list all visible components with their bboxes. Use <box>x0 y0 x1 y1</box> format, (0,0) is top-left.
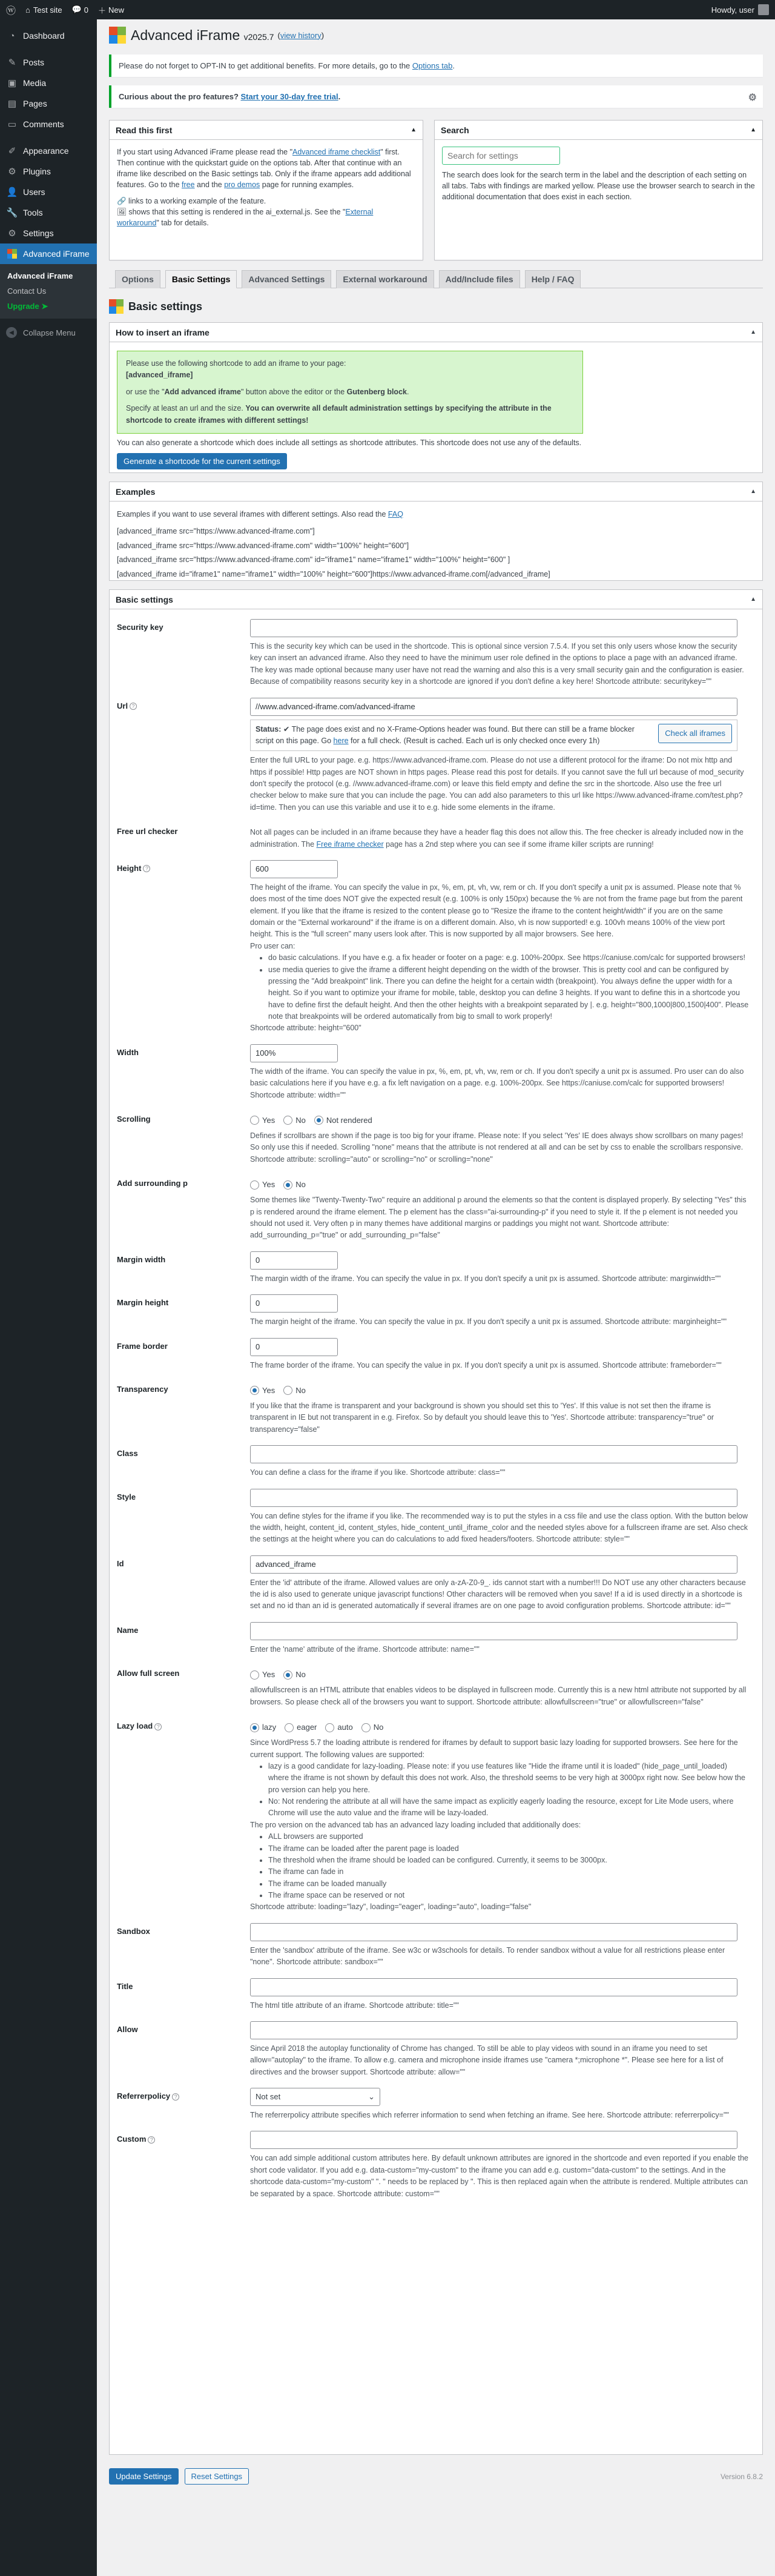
example-line: [advanced_iframe src="https://www.advanced-iframe.com" width="100%" height="600"] <box>117 541 409 550</box>
plugin-icon: ⚙ <box>8 167 16 177</box>
page-header <box>109 19 763 44</box>
list-item: • The iframe can be loaded manually <box>268 1878 749 1890</box>
help-icon[interactable]: ? <box>172 2093 179 2101</box>
setting-description: Enter the 'id' attribute of the iframe. Allowed values are only a-zA-Z0-9_. ids cannot start with a number!!! Do NOT use any other characters because the id is also used to generate unique javascript functions! Other characters will be removed when you save! If a id is used directly in a shortcode is set and no id than an id is generated automatically if several iframes are on one page to avoid configuration problems. Shortcode attribute: id="" <box>250 1578 746 1611</box>
tab-options[interactable]: Options <box>115 270 160 288</box>
setting-label: Title <box>117 1981 133 1991</box>
setting-label: Height <box>117 863 142 873</box>
options-tab-link[interactable]: Options tab <box>412 61 453 70</box>
box-title: How to insert an iframe <box>116 327 209 337</box>
style-input[interactable] <box>250 1489 737 1507</box>
dashboard-icon: ◔ <box>9 30 15 41</box>
setting-width <box>117 1041 755 1107</box>
menu-item-tools[interactable] <box>0 202 97 223</box>
example-line: [advanced_iframe src="https://www.advanced-iframe.com" id="iframe1" name="iframe1" width="100%" height="600" ] <box>117 555 510 565</box>
notice-text: Please do not forget to OPT-IN to get additional benefits. For more details, go to the <box>119 61 412 70</box>
list-item: • The threshold when the iframe should be loaded can be configured. Currently, it seems to be 3000px. <box>268 1855 749 1866</box>
paintbrush-icon: ✐ <box>8 146 16 156</box>
search-input[interactable] <box>442 147 560 165</box>
margin-width-input[interactable]: 0 <box>250 1251 338 1270</box>
setting-transparency <box>117 1377 755 1442</box>
setting-label: Free url checker <box>117 827 178 836</box>
setting-label: Allow full screen <box>117 1669 180 1678</box>
page-title <box>131 27 274 44</box>
history-wrap: (view history) <box>277 30 325 40</box>
section-heading <box>109 299 763 314</box>
setting-label: Class <box>117 1449 138 1459</box>
chevron-up-icon[interactable]: ▲ <box>750 596 756 603</box>
shortcode-attr: Shortcode attribute: height="600" <box>250 1024 361 1033</box>
setting-label: Url <box>117 701 128 710</box>
advanced-iframe-icon <box>6 248 18 260</box>
menu-item-media[interactable] <box>0 73 97 93</box>
help-icon[interactable]: ? <box>154 1723 162 1730</box>
site-name-text: Test site <box>33 5 62 15</box>
chevron-up-icon[interactable]: ▲ <box>750 329 756 336</box>
setting-label: Security key <box>117 623 163 632</box>
menu-label: Dashboard <box>23 31 65 41</box>
menu-item-users[interactable] <box>0 182 97 202</box>
generate-shortcode-button[interactable]: Generate a shortcode for the current settings <box>117 453 287 469</box>
url-input[interactable]: //www.advanced-iframe.com/advanced-iframe <box>250 698 737 716</box>
menu-item-comments[interactable] <box>0 114 97 134</box>
title-input[interactable] <box>250 1978 737 1996</box>
pro-trial-notice: Curious about the pro features? Start your 30-day free trial. ⚙ <box>109 85 763 108</box>
menu-label: Users <box>23 187 45 197</box>
chevron-up-icon[interactable]: ▲ <box>411 127 417 133</box>
setting-label: Frame border <box>117 1341 168 1351</box>
submenu-upgrade[interactable]: Upgrade ➤ <box>7 302 48 311</box>
comment-bubble-icon: 💬 <box>71 5 82 14</box>
box-title: Read this first <box>116 125 173 135</box>
howdy-text: Howdy, user <box>711 5 754 15</box>
setting-title <box>117 1975 755 2018</box>
scrolling-yes-radio[interactable]: Yes <box>250 1114 275 1127</box>
new-content-link[interactable] <box>93 0 129 19</box>
transparency-no-radio[interactable]: No <box>283 1385 306 1397</box>
search-box <box>434 120 763 260</box>
setting-description: Some themes like "Twenty-Twenty-Two" require an additional p around the elements so that the content is displayed properly. By selecting "Yes" this p is rendered around the iframe element. The p element has the class="ai-surrounding-p" if you need to style it. If the p element is not needed you should not used it. Very often p in many themes have additional margins or paddings you might not want. Shortcode attribute: add_surrounding_p="true" or add_surrounding_p="false" <box>250 1196 747 1240</box>
surround-yes-radio[interactable]: Yes <box>250 1179 275 1191</box>
setting-description: The referrerpolicy attribute specifies which referrer information to send when fetching an iframe. See here. Shortcode attribute: referrerpolicy="" <box>250 2111 729 2120</box>
trial-link[interactable]: Start your 30-day free trial <box>240 92 338 101</box>
list-item: • The iframe space can be reserved or not <box>268 1890 749 1901</box>
setting-description: You can define styles for the iframe if you like. The recommended way is to put the styles in a css file and use the class option. With the button below the width, height, content_id, content_styles, hide_content_until_iframe_color and the needed styles above for a fullscreen iframe are set. Also check the settings at the height where you can do calculations to add fixed headers/footers. Shortcode attribute: style="" <box>250 1511 748 1544</box>
setting-description: allowfullscreen is an HTML attribute that enables videos to be displayed in fullscreen mode. Currently this is a new html attribute not supported by all browsers. So please check all of the browsers you want to support. Shortcode attribute: allowfullscreen="true" or allowfullscreen="false" <box>250 1686 747 1706</box>
menu-item-posts[interactable] <box>0 52 97 73</box>
menu-label: Tools <box>23 208 43 217</box>
full-check-link[interactable]: here <box>333 736 349 745</box>
setting-label: Transparency <box>117 1384 168 1394</box>
list-item: • lazy is a good candidate for lazy-loading. Please note: if you use features like "Hide the iframe until it is loaded" (hide_page_until_loaded) where the iframe is not shown by default this does not work. Also, the threshold seems to be very high at 3000px right now. See below how the pro version can help you here. <box>268 1761 749 1796</box>
lazy-no-radio[interactable]: No <box>361 1721 384 1733</box>
menu-item-pages[interactable] <box>0 93 97 114</box>
external-workaround-link[interactable]: External workaround <box>117 207 374 227</box>
setting-description: Enter the 'sandbox' attribute of the iframe. See w3c or w3schools for details. To render sandbox without a value for all restrictions please enter "none". Shortcode attribute: sandbox="" <box>250 1945 725 1967</box>
collapse-label: Collapse Menu <box>23 328 76 337</box>
setting-description: The margin height of the iframe. You can specify the value in px. If you don't specify a unit px is assumed. Shortcode attribute: marginheight="" <box>250 1317 727 1326</box>
comments-icon: ▭ <box>7 119 17 130</box>
notice-text: Curious about the pro features? <box>119 92 241 101</box>
reset-settings-button[interactable]: Reset Settings <box>185 2468 249 2485</box>
users-icon: 👤 <box>6 187 18 197</box>
setting-security-key <box>117 615 755 694</box>
box-title: Basic settings <box>116 594 173 604</box>
setting-height <box>117 856 755 1041</box>
menu-item-advanced-iframe[interactable] <box>0 243 97 264</box>
update-settings-button[interactable]: Update Settings <box>109 2468 179 2485</box>
name-input[interactable] <box>250 1622 737 1640</box>
setting-description: The width of the iframe. You can specify the value in px, %, em, pt, vh, vw, rem or ch. If you don't specify a unit px is assumed. Pro user can do also basic calculations here if you have e.g. a fix left navigation on a page. e.g. 100%-200px. See https://caniuse.com/calc for supported browsers! Shortcode attribute: width="" <box>250 1067 744 1099</box>
check-all-iframes-button[interactable]: Check all iframes <box>658 724 732 743</box>
generate-description: You can also generate a shortcode which does include all settings as shortcode attributes. This shortcode does not use any of the defaults. <box>117 438 582 447</box>
id-input[interactable]: advanced_iframe <box>250 1555 737 1574</box>
comment-count: 0 <box>84 5 88 15</box>
version: v2025.7 <box>243 31 274 42</box>
setting-allow-full-screen <box>117 1661 755 1714</box>
tab-basic-settings[interactable]: Basic Settings <box>165 270 237 288</box>
help-icon[interactable]: ? <box>148 2136 155 2144</box>
setting-free-url-checker: Free url checker Not all pages can be included in an iframe because they have a header flag this does not allow this. The free checker is already included now in the administration. The Free iframe checker page has a 2nd step where you can see if some iframe killer scripts are running! <box>117 819 755 856</box>
advanced-iframe-logo-icon <box>109 27 126 44</box>
list-item: • ALL browsers are supported <box>268 1831 749 1843</box>
free-iframe-checker-link[interactable]: Free iframe checker <box>316 839 384 849</box>
setting-description: You can add simple additional custom attributes here. By default unknown attributes are ignored in the shortcode and even reported if you enable the short code validator. If you add e.g. data-custom="my-custom" to the iframe you can add e.g. custom="data-custom" to the settings. And in the shortcode data-custom="my-custom" ". " needs to be replaced by ". This is then replaced again when the attribute is rendered. Multiple attributes can be separated by a space. Shortcode attribute: custom="" <box>250 2154 748 2198</box>
menu-label: Plugins <box>23 167 51 176</box>
tab-external-workaround[interactable]: External workaround <box>336 270 434 288</box>
setting-description: This is the security key which can be used in the shortcode. This is optional since version 7.5.4. If you set this only users whose know the security key can insert an advanced iframe. Also they need to have the minimum user role defined in the options to place a page with an advanced iframe. The key was made optional because many user have not read the warning and also this is a very small security gain and the configuration is easier. Because of compatibility reasons security key in a shortcode are ignored if you don't define a key here! Shortcode attribute: securitykey="" <box>250 642 744 686</box>
search-description: The search does look for the search term in the label and the description of each setting on all tabs. Tabs with findings are marked yellow. Please use the browser search to search in the additional documentation that does exist in each section. <box>442 171 755 202</box>
tab-help-faq[interactable]: Help / FAQ <box>525 270 581 288</box>
list-item: • do basic calculations. If you have e.g. a fix header or footer on a page: e.g. 100%-200px. See https://caniuse.com/calc for supported browsers! <box>268 952 749 964</box>
wp-version: Version 6.8.2 <box>720 2472 763 2481</box>
transparency-yes-radio[interactable]: Yes <box>250 1385 275 1397</box>
home-icon: ⌂ <box>25 5 30 15</box>
setting-description: The margin width of the iframe. You can specify the value in px. If you don't specify a unit px is assumed. Shortcode attribute: marginwidth="" <box>250 1274 721 1283</box>
pro-demos-link[interactable]: pro demos <box>224 180 260 190</box>
setting-custom <box>117 2127 755 2206</box>
security-key-input[interactable] <box>250 619 737 637</box>
surround-no-radio[interactable]: No <box>283 1179 306 1191</box>
settings-icon: ⚙ <box>8 228 16 239</box>
setting-label: Width <box>117 1047 139 1057</box>
setting-label: Custom <box>117 2134 147 2144</box>
menu-label: Advanced iFrame <box>23 249 90 259</box>
help-icon[interactable]: ? <box>130 703 137 710</box>
width-input[interactable]: 100% <box>250 1044 338 1062</box>
margin-height-input[interactable]: 0 <box>250 1294 338 1313</box>
box-title: Examples <box>116 486 156 497</box>
plus-icon: ＋ <box>97 5 106 15</box>
box-title: Search <box>441 125 469 135</box>
setting-description: You can define a class for the iframe if you like. Shortcode attribute: class="" <box>250 1468 506 1477</box>
setting-url <box>117 694 755 820</box>
main-content <box>109 19 763 2485</box>
scrolling-not-rendered-radio[interactable]: Not rendered <box>314 1114 372 1127</box>
info-line: Please use the following shortcode to add an iframe to your page: <box>126 359 346 368</box>
setting-label: Style <box>117 1492 136 1502</box>
tab-add-include-files[interactable]: Add/Include files <box>439 270 520 288</box>
setting-label: Sandbox <box>117 1926 150 1936</box>
pro-note: Pro user can: <box>250 941 295 950</box>
scrolling-no-radio[interactable]: No <box>283 1114 306 1127</box>
view-history-link[interactable]: view history <box>280 30 322 40</box>
tab-advanced-settings[interactable]: Advanced Settings <box>242 270 331 288</box>
setting-description: Defines if scrollbars are shown if the page is too big for your iframe. Please note: If you select 'Yes' IE does always show scrollbars on many pages! So only use this if needed. Scrolling "none" means that the attribute is not rendered at all and can be set by css to enable the scrollbars responsive. Shortcode attribute: scrolling="auto" or scrolling="no" or scrolling="none" <box>250 1131 744 1164</box>
how-to-insert-box <box>109 322 763 473</box>
advanced-iframe-logo-icon <box>109 299 124 314</box>
fullscreen-no-radio[interactable]: No <box>283 1669 306 1681</box>
legend-link-text: 🔗 links to a working example of the feature. <box>117 196 266 205</box>
page-icon: ▤ <box>7 99 17 109</box>
setting-style <box>117 1485 755 1552</box>
list-item: • The iframe can be loaded after the parent page is loaded <box>268 1843 749 1855</box>
setting-label: Name <box>117 1625 139 1635</box>
examples-box: Examples ▲ Examples if you want to use several iframes with different settings. Also read the FAQ [advanced_iframe src="https://www.advanced-iframe.com"] [advanced_iframe src="https://www.advanced-iframe.com" width="100%" height="600"] [advanced_iframe src="https://www.advanced-iframe.com" id="iframe1" name="iframe1" width="100%" height="600" ] [advanced_iframe id="iframe1" name="iframe1" width="100%" height="600"]https://www.advanced-iframe.com[/advanced_iframe] <box>109 482 763 581</box>
setting-name <box>117 1618 755 1661</box>
menu-item-dashboard[interactable] <box>0 25 97 46</box>
setting-description: If you like that the iframe is transparent and your background is shown you should set this to 'Yes'. If this value is not set then the iframe is transparent in IE but not transparent in e.g. Firefox. So by default you should leave this to 'Yes'. Shortcode attribute: transparency="true" or transparency="false" <box>250 1402 714 1434</box>
list-item: • The iframe can fade in <box>268 1866 749 1878</box>
setting-scrolling <box>117 1107 755 1171</box>
setting-label: Margin height <box>117 1298 169 1308</box>
setting-description: Since April 2018 the autoplay functionality of Chrome has changed. To still be able to play videos with sound in an iframe you need to set allow="autoplay" to the iframe. To allow e.g. camera and microphone inside iframes use "camera *;microphone *". Please see here for a list of directives and the browser support. Shortcode attribute: allow="" <box>250 2044 724 2076</box>
allow-input[interactable] <box>250 2021 737 2039</box>
media-icon: ▣ <box>7 78 17 88</box>
lazy-radio[interactable]: lazy <box>250 1721 276 1733</box>
form-footer <box>109 2468 763 2485</box>
site-name-link[interactable] <box>21 0 67 19</box>
submenu-contact-us[interactable]: Contact Us <box>7 286 47 296</box>
setting-margin-width <box>117 1248 755 1291</box>
collapse-arrow-icon: ◀ <box>6 327 17 338</box>
setting-label: Add surrounding p <box>117 1179 188 1188</box>
list-item: • No: Not rendering the attribute at all will have the same impact as explicitly eagerly loading the resource, except for Lite Mode users, where Chrome will use the auto value and the iframe will be lazy-loaded. <box>268 1796 749 1819</box>
submenu-advanced-iframe[interactable]: Advanced iFrame <box>7 271 73 280</box>
example-line: [advanced_iframe src="https://www.advanced-iframe.com"] <box>117 526 315 535</box>
menu-label: Settings <box>23 228 54 238</box>
setting-label: Margin width <box>117 1254 166 1264</box>
free-demos-link[interactable]: free <box>182 180 195 190</box>
setting-description: The frame border of the iframe. You can specify the value in px. If you don't specify a unit px is assumed. Shortcode attribute: frameborder="" <box>250 1360 722 1369</box>
setting-label: Lazy load <box>117 1721 153 1731</box>
section-title: Basic settings <box>128 300 203 313</box>
setting-description: Since WordPress 5.7 the loading attribute is rendered for iframes by default to support basic lazy loading for supported browsers. See here for the current support. The following values are supported: <box>250 1738 738 1759</box>
setting-sandbox <box>117 1919 755 1975</box>
admin-menu <box>0 19 97 2576</box>
pin-icon: ✎ <box>8 58 16 68</box>
frame-border-input[interactable]: 0 <box>250 1338 338 1356</box>
avatar <box>758 4 769 15</box>
setting-label: Allow <box>117 2024 138 2034</box>
menu-label: Appearance <box>23 146 69 156</box>
faq-link[interactable]: FAQ <box>388 510 403 518</box>
settings-tabs <box>109 270 763 288</box>
wrench-icon: 🔧 <box>6 208 18 218</box>
sandbox-input[interactable] <box>250 1923 737 1941</box>
shortcode-attr: Shortcode attribute: loading="lazy", loading="eager", loading="auto", loading="false" <box>250 1902 532 1912</box>
chevron-up-icon[interactable]: ▲ <box>750 488 756 495</box>
chevron-up-icon[interactable]: ▲ <box>750 127 756 133</box>
setting-frame-border <box>117 1334 755 1377</box>
setting-description: The html title attribute of an iframe. Shortcode attribute: title="" <box>250 2001 459 2010</box>
checklist-link[interactable]: Advanced iframe checklist <box>292 148 381 156</box>
menu-label: Comments <box>23 119 64 129</box>
menu-label: Posts <box>23 58 45 67</box>
help-icon[interactable]: ? <box>143 865 150 872</box>
read-first-box: Read this first ▲ If you start using Advanced iFrame please read the "Advanced iframe checklist" first. Then continue with the quickstart guide on the options tab. After that continue with an iframe like described on the Basic settings tab. Only if the iframe appears add additional features. Go to the free and the pro demos page for running examples. 🔗 links to a working example of the feature. 🖼 shows that this setting is rendered in the ai_external.js. See the "External workaround" tab for details. <box>109 120 423 260</box>
custom-input[interactable] <box>250 2131 737 2149</box>
setting-description: The height of the iframe. You can specify the value in px, %, em, pt, vh, vw, rem or ch. If you don't specify a unit px is assumed. Please note that % does most of the time does NOT give the expected result (e.g. 100% is only 150px) because the % are not from the frame page but from the parent element. If you like that the iframe is resized to the content please go to "Resize the iframe to the content height/width" if you are on the same domain or the "External workaround" if the iframe is on a different domain. Also, vh is now supported! e.g. 100vh means 100% of the view port height. This is the "full screen" many users look after. This is now supported by all major browsers. See here. <box>250 882 743 939</box>
setting-label: Scrolling <box>117 1114 151 1124</box>
setting-label: Id <box>117 1558 124 1568</box>
class-input[interactable] <box>250 1445 737 1463</box>
my-account[interactable] <box>711 0 775 19</box>
basic-settings-box <box>109 589 763 2455</box>
setting-allow <box>117 2018 755 2084</box>
new-label: New <box>108 5 125 15</box>
menu-label: Media <box>23 78 47 88</box>
menu-item-settings[interactable] <box>0 223 97 243</box>
setting-label: Referrerpolicy <box>117 2091 171 2101</box>
collapse-menu-button[interactable] <box>0 322 97 343</box>
setting-class <box>117 1442 755 1485</box>
admin-bar <box>0 0 775 19</box>
shortcode-text: [advanced_iframe] <box>126 371 193 380</box>
menu-item-plugins[interactable] <box>0 161 97 182</box>
setting-lazy-load <box>117 1714 755 1919</box>
height-input[interactable]: 600 <box>250 860 338 878</box>
auto-radio[interactable]: auto <box>325 1721 352 1733</box>
pro-note: The pro version on the advanced tab has an advanced lazy loading included that additionally does: <box>250 1820 581 1829</box>
setting-description: Enter the full URL to your page. e.g. https://www.advanced-iframe.com. Please do not use a different protocol for the iframe: Do not mix http and https if possible! Http pages are NOT shown in https pages. Please read this post for details. If you cannot save the full url because of mod_security don't specify the protocol (e.g. //www.advanced-iframe.com) or leave this field empty and define the src in the shortcode. Also use the free url checker below to make sure that you can include the page. You can add also parameters to this url like https://www.advanced-iframe.com/test.php?id=time. Then you can use this variable and use it to e.g. hide some elements in the iframe. <box>250 756 744 812</box>
shortcode-info: Please use the following shortcode to add an iframe to your page: [advanced_iframe] or use the "Add advanced iframe" button above the editor or the Gutenberg block. Specify at least an url and the size. You can overwrite all default administration settings by specifying the attribute in the shortcode to create iframes with different settings! <box>117 351 583 434</box>
eager-radio[interactable]: eager <box>285 1721 317 1733</box>
intro-boxes <box>109 120 763 260</box>
menu-item-appearance[interactable] <box>0 141 97 161</box>
setting-description: Enter the 'name' attribute of the iframe. Shortcode attribute: name="" <box>250 1644 480 1654</box>
setting-margin-height <box>117 1291 755 1334</box>
chevron-down-icon: ⌄ <box>368 2092 375 2101</box>
example-line: [advanced_iframe id="iframe1" name="iframe1" width="100%" height="600"]https://www.advanced-iframe.com[/advanced_iframe] <box>117 570 550 578</box>
menu-label: Pages <box>23 99 47 108</box>
list-item: • use media queries to give the iframe a different height depending on the width of the browser. This is pretty cool and can be configured by pressing the "Add breakpoint" link. There you can define the height for a certain width (breakpoint). You always define the upper width for a height. So if you want to optimize your iframe for mobile, table, desktop you can define 3 heights. If you want to define this in a shortcode you have to define first the default height. And then the other heights with a breakpoint separated by |. e.g. height="800,1000|800,1500|400". Please note that breakpoints will be ordered automatically from big to small to work properly! <box>268 964 749 1023</box>
title-text: Advanced iFrame <box>131 27 240 43</box>
optin-notice: Please do not forget to OPT-IN to get additional benefits. For more details, go to the Options tab. <box>109 55 763 77</box>
setting-add-surrounding-p <box>117 1171 755 1248</box>
wordpress-logo-icon[interactable]: ⓦ <box>6 5 16 16</box>
setting-referrerpolicy <box>117 2084 755 2127</box>
fullscreen-yes-radio[interactable]: Yes <box>250 1669 275 1681</box>
comments-link[interactable] <box>67 0 93 19</box>
referrerpolicy-select[interactable]: Not set ⌄ <box>250 2088 380 2106</box>
url-status: Status: ✔ The page does exist and no X-Frame-Options header was found. But there can still be a frame blocker script on this page. Go here for a full check. (Result is cached. Each url is only checked once every 1h) Check all iframes <box>250 720 737 752</box>
setting-id <box>117 1552 755 1618</box>
submenu <box>0 264 97 319</box>
gear-icon[interactable]: ⚙ <box>748 93 757 103</box>
